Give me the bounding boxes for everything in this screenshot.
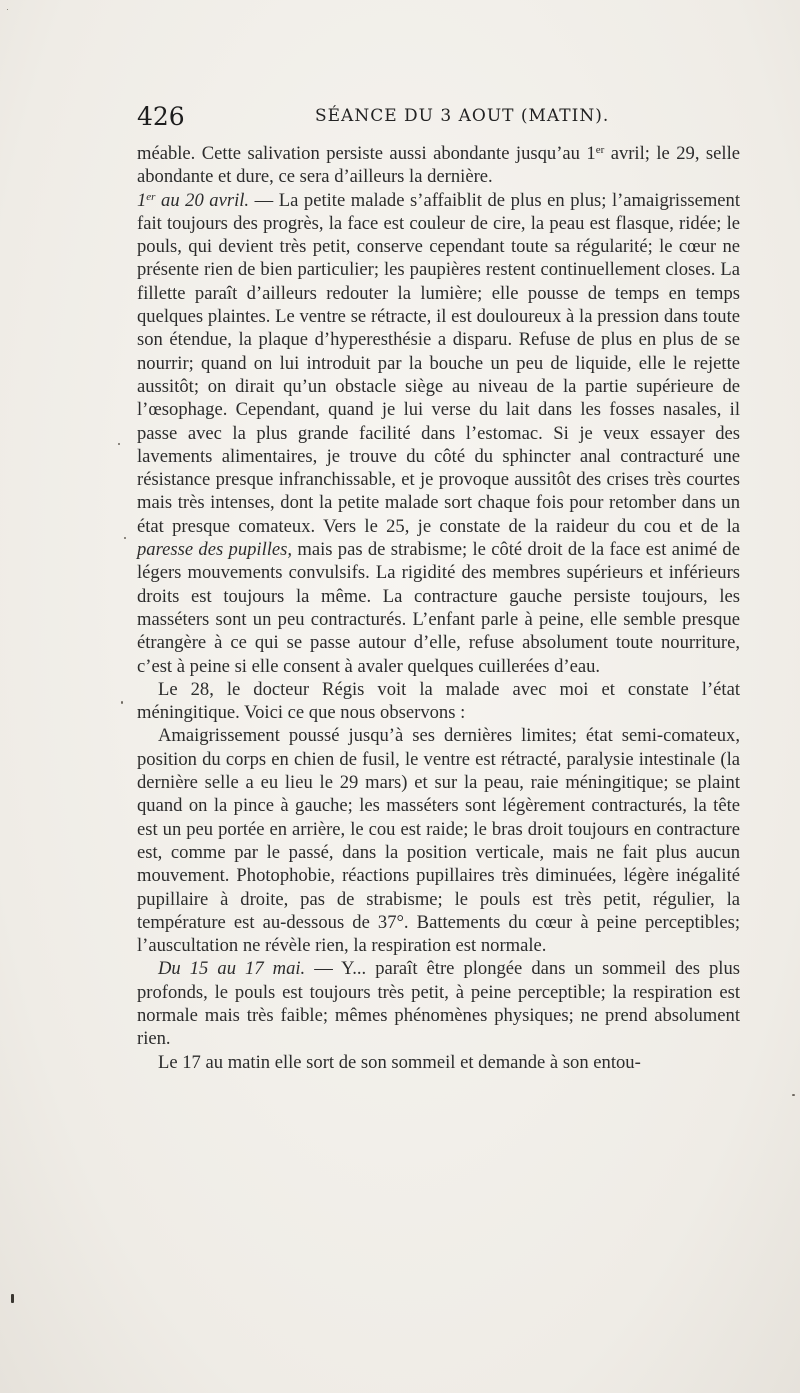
superscript: er: [595, 144, 605, 156]
scan-speck: [792, 1094, 795, 1096]
italic-text: 1: [137, 189, 147, 211]
text-run: Le 17 au matin elle sort de son sommeil et demande à son entou-: [158, 1051, 641, 1073]
superscript: er: [146, 190, 156, 203]
text-run: méable. Cette salivation persiste aussi abondante jusqu’au 1: [137, 143, 596, 164]
scan-speck: [11, 1294, 14, 1303]
paragraph: [137, 957, 740, 1050]
text-run: Le 28, le docteur Régis voit la malade avec moi et constate l’état méningitique. Voici ce que nous observons :: [137, 678, 740, 724]
scan-speck: [124, 537, 126, 539]
text-run: mais pas de strabisme; le côté droit de la face est animé de légers mouvements convulsifs. La rigidité des membres supérieurs et inférieurs droits est toujours la même. La contracture gauche persiste toujours, les masséters sont un peu contracturés. L’enfant parle à peine, elle semble presque étrangère à ce qui se passe autour d’elle, refuse absolument toute nourriture, c’est à peine si elle consent à avaler quelques cuillerées d’eau.: [137, 539, 740, 677]
page-number: 426: [137, 102, 185, 131]
body-text: [137, 142, 740, 1074]
paragraph: [137, 678, 740, 725]
scan-speck: [121, 701, 123, 704]
text-run: avril; le 29, selle abondante et dure, ce sera d’ailleurs la dernière.: [137, 143, 740, 188]
paragraph: [137, 142, 740, 189]
italic-text: paresse des pupilles,: [137, 539, 293, 561]
paragraph: [137, 1051, 740, 1074]
italic-text: au 20 avril.: [155, 189, 250, 211]
paragraph: [137, 189, 740, 678]
scan-speck: [7, 9, 8, 10]
text-run: Amaigrissement poussé jusqu’à ses dernières limites; état semi-comateux, position du corps en chien de fusil, le ventre est rétracté, paralysie intestinale (la dernière selle a eu lieu le 29 mars) et sur la peau, raie méningitique; se plaint quand on la pince à gauche; les masséters sont légèrement contracturés, la tête est un peu portée en arrière, le cou est raide; le bras droit toujours en contracture est, comme par le passé, dans la position verticale, mais ne fait plus aucun mouvement. Photophobie, réactions pupillaires très diminuées, légère inégalité pupillaire à droite, pas de strabisme; le pouls est très petit, régulier, la température est au-dessous de 37°. Battements du cœur à peine perceptibles; l’auscultation ne révèle rien, la respiration est normale.: [137, 725, 740, 957]
italic-text: Du 15 au 17 mai.: [158, 958, 306, 980]
text-run: — Y... paraît être plongée dans un sommeil des plus profonds, le pouls est toujours très petit, à peine perceptible; la respiration est normale mais très faible; mêmes phénomènes physiques; ne prend absolument rien.: [137, 958, 740, 1050]
page-header: [137, 102, 740, 136]
paragraph: [137, 724, 740, 957]
running-head: SÉANCE DU 3 AOUT (MATIN).: [315, 106, 610, 126]
scan-speck: [118, 443, 120, 445]
text-run: — La petite malade s’affaiblit de plus en plus; l’amaigrissement fait toujours des progrès, la face est couleur de cire, la peau est flasque, ridée; le pouls, qui devient très petit, conserve cependant toute sa régularité; le cœur ne présente rien de bien particulier; les paupières restent continuellement closes. La fillette paraît d’ailleurs redouter la lumière; elle pousse de temps en temps quelques plaintes. Le ventre se rétracte, il est douloureux à la pression dans toute son étendue, la plaque d’hyperesthésie a disparu. Refuse de plus en plus de se nourrir; quand on lui introduit par la bouche un peu de liquide, elle le rejette aussitôt; on dirait qu’un obstacle siège au niveau de la partie supérieure de l’œsophage. Cependant, quand je lui verse du lait dans les fosses nasales, il passe avec la plus grande facilité dans l’estomac. Si je veux essayer des lavements alimentaires, je trouve du côté du sphincter anal contracturé une résistance presque infranchissable, et je provoque aussitôt des crises très courtes mais très intenses, dont la petite malade sort chaque fois pour retomber dans un état presque comateux. Vers le 25, je constate de la raideur du cou et de la: [137, 189, 741, 537]
